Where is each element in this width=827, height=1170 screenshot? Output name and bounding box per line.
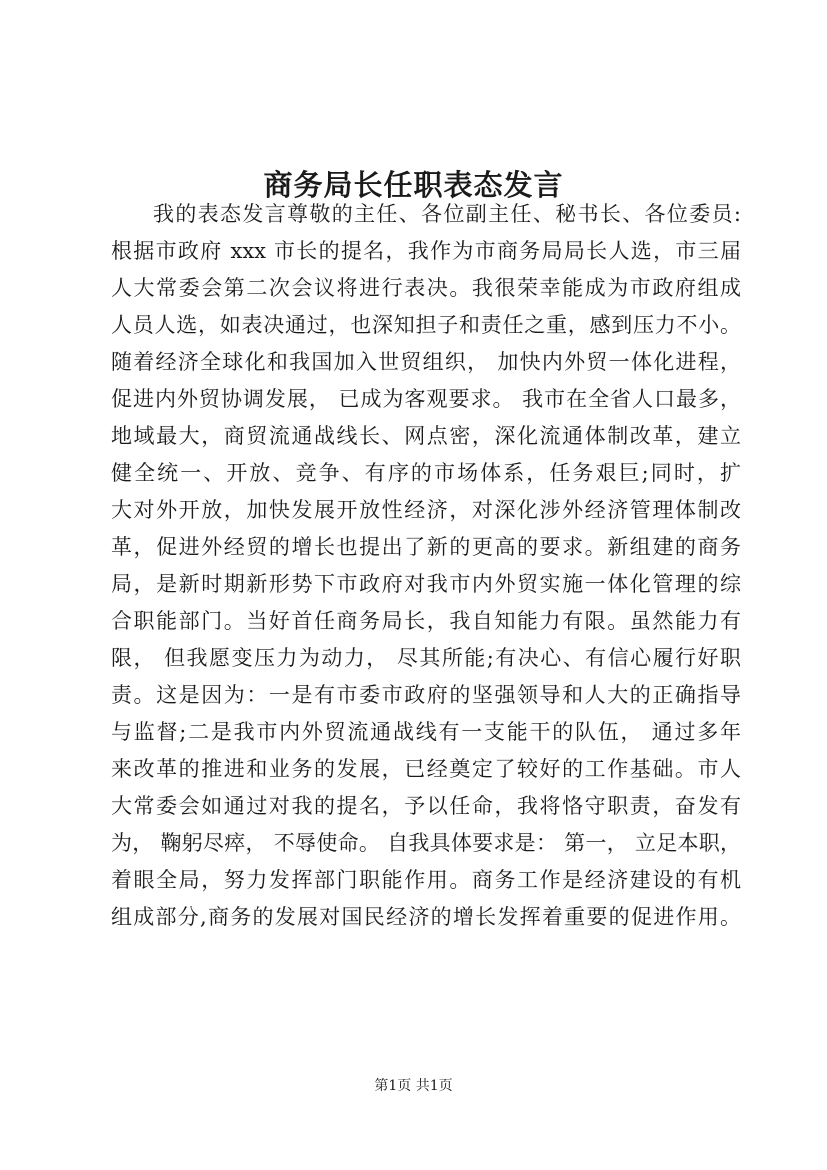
body-line: 地域最大，商贸流通战线长、网点密，深化流通体制改革，建立: [111, 424, 741, 448]
body-line: 限， 但我愿变压力为动力， 尽其所能;有决心、有信心履行好职: [111, 646, 741, 670]
document-body: [111, 196, 741, 936]
page-footer: 第1页 共1页: [374, 1078, 453, 1094]
body-line: 人大常委会第二次会议将进行表决。我很荣幸能成为市政府组成: [111, 276, 741, 300]
body-line: 革，促进外经贸的增长也提出了新的更高的要求。新组建的商务: [111, 535, 741, 559]
body-line: 合职能部门。当好首任商务局长，我自知能力有限。虽然能力有: [111, 609, 741, 633]
document-title: 商务局长任职表态发言: [263, 168, 564, 203]
body-line: 大常委会如通过对我的提名，予以任命，我将恪守职责，奋发有: [111, 794, 741, 818]
body-line: 促进内外贸协调发展， 已成为客观要求。 我市在全省人口最多，: [111, 387, 741, 411]
body-line: 人员人选，如表决通过，也深知担子和责任之重，感到压力不小。: [111, 313, 741, 337]
body-line: 大对外开放，加快发展开放性经济，对深化涉外经济管理体制改: [111, 498, 741, 522]
body-line: 为， 鞠躬尽瘁， 不辱使命。 自我具体要求是： 第一， 立足本职，: [111, 831, 741, 855]
body-line: 我的表态发言尊敬的主任、各位副主任、秘书长、各位委员:: [153, 202, 741, 226]
body-line: 与监督;二是我市内外贸流通战线有一支能干的队伍， 通过多年: [111, 720, 741, 744]
body-line: 着眼全局，努力发挥部门职能作用。商务工作是经济建设的有机: [111, 868, 741, 892]
body-line: 局，是新时期新形势下市政府对我市内外贸实施一体化管理的综: [111, 572, 741, 596]
body-line: 责。这是因为：一是有市委市政府的坚强领导和人大的正确指导: [111, 683, 741, 707]
body-line: 随着经济全球化和我国加入世贸组织， 加快内外贸一体化进程，: [111, 350, 741, 374]
body-line: 根据市政府 xxx 市长的提名，我作为市商务局局长人选，市三届: [111, 239, 741, 263]
body-line: 健全统一、开放、竞争、有序的市场体系，任务艰巨;同时，扩: [111, 461, 741, 485]
body-line: 组成部分,商务的发展对国民经济的增长发挥着重要的促进作用。: [111, 905, 741, 929]
body-line: 来改革的推进和业务的发展，已经奠定了较好的工作基础。市人: [111, 757, 741, 781]
